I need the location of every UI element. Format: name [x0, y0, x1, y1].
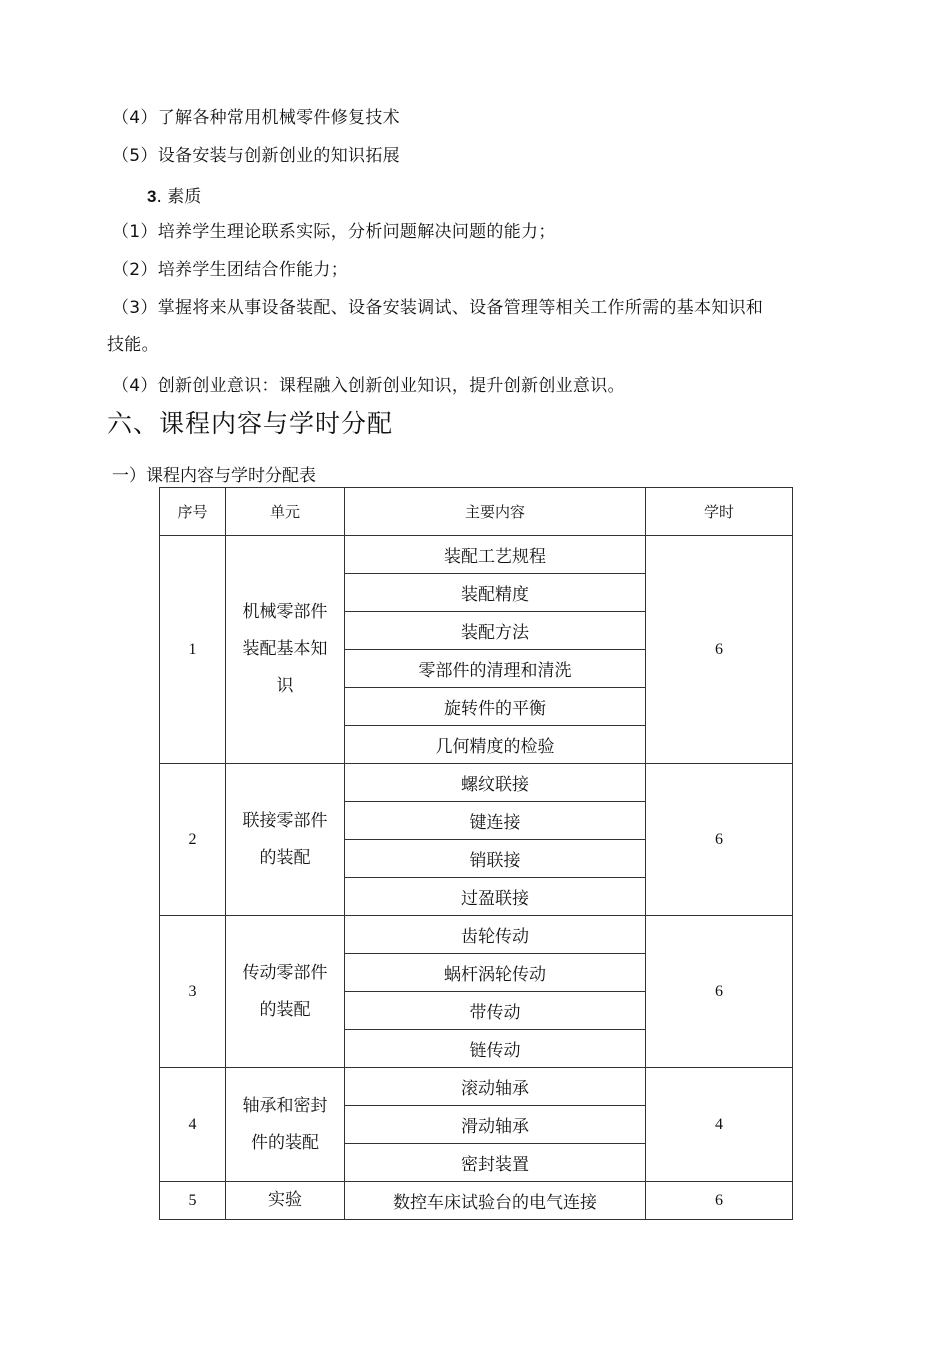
group-1-content-5: 旋转件的平衡 [345, 688, 646, 726]
group-3-unit-text: 传动零部件的装配 [242, 962, 328, 1020]
subheading-number: 3 [147, 187, 157, 206]
group-2-content-3: 销联接 [345, 840, 646, 878]
table-row [160, 1068, 793, 1106]
paragraph-item-4: （4）了解各种常用机械零件修复技术 [112, 108, 400, 128]
group-3-content-4: 链传动 [345, 1030, 646, 1068]
group-5-content-1: 数控车床试验台的电气连接 [345, 1182, 646, 1220]
group-5-num: 5 [160, 1182, 226, 1220]
group-4-num: 4 [160, 1068, 226, 1182]
group-4-unit-text: 轴承和密封件的装配 [242, 1095, 328, 1153]
quality-item-4: （4）创新创业意识：课程融入创新创业知识，提升创新创业意识。 [112, 376, 625, 396]
group-1-hours: 6 [646, 536, 793, 764]
paragraph-item-5: （5）设备安装与创新创业的知识拓展 [112, 146, 400, 166]
group-1-content-2: 装配精度 [345, 574, 646, 612]
header-hours: 学时 [646, 488, 793, 536]
group-5-unit [226, 1182, 345, 1220]
group-3-hours: 6 [646, 916, 793, 1068]
group-3-num: 3 [160, 916, 226, 1068]
group-2-unit-text: 联接零部件的装配 [242, 810, 328, 868]
table-row [160, 916, 793, 954]
group-2-content-4: 过盈联接 [345, 878, 646, 916]
group-2-content-1: 螺纹联接 [345, 764, 646, 802]
header-content: 主要内容 [345, 488, 646, 536]
group-1-content-6: 几何精度的检验 [345, 726, 646, 764]
group-4-content-3: 密封装置 [345, 1144, 646, 1182]
group-3-content-3: 带传动 [345, 992, 646, 1030]
group-1-unit [226, 536, 345, 764]
group-1-unit-text: 机械零部件装配基本知识 [242, 602, 328, 696]
table-caption: 一）课程内容与学时分配表 [112, 466, 316, 486]
group-2-content-2: 键连接 [345, 802, 646, 840]
quality-item-2: （2）培养学生团结合作能力； [112, 260, 349, 280]
group-1-content-1: 装配工艺规程 [345, 536, 646, 574]
group-1-content-4: 零部件的清理和清洗 [345, 650, 646, 688]
group-1-num: 1 [160, 536, 226, 764]
group-4-hours: 4 [646, 1068, 793, 1182]
header-unit: 单元 [226, 488, 345, 536]
group-3-content-1: 齿轮传动 [345, 916, 646, 954]
group-4-unit [226, 1068, 345, 1182]
table-row [160, 764, 793, 802]
group-3-content-2: 蜗杆涡轮传动 [345, 954, 646, 992]
quality-item-1: （1）培养学生理论联系实际，分析问题解决问题的能力； [112, 222, 556, 242]
group-5-hours: 6 [646, 1182, 793, 1220]
group-2-unit [226, 764, 345, 916]
section-title: 六、课程内容与学时分配 [107, 409, 394, 438]
table-header-row [160, 488, 793, 536]
subheading-quality [147, 186, 201, 208]
group-3-unit [226, 916, 345, 1068]
group-5-unit-text: 实验 [268, 1190, 302, 1210]
group-2-num: 2 [160, 764, 226, 916]
header-num: 序号 [160, 488, 226, 536]
group-4-content-2: 滑动轴承 [345, 1106, 646, 1144]
group-4-content-1: 滚动轴承 [345, 1068, 646, 1106]
group-1-content-3: 装配方法 [345, 612, 646, 650]
subheading-text: . 素质 [156, 187, 202, 207]
quality-item-3: （3）掌握将来从事设备装配、设备安装调试、设备管理等相关工作所需的基本知识和 [112, 298, 764, 318]
quality-item-3-continued: 技能。 [107, 335, 159, 355]
group-2-hours: 6 [646, 764, 793, 916]
table-row [160, 1182, 793, 1220]
course-content-table [159, 487, 793, 1220]
table-row [160, 536, 793, 574]
